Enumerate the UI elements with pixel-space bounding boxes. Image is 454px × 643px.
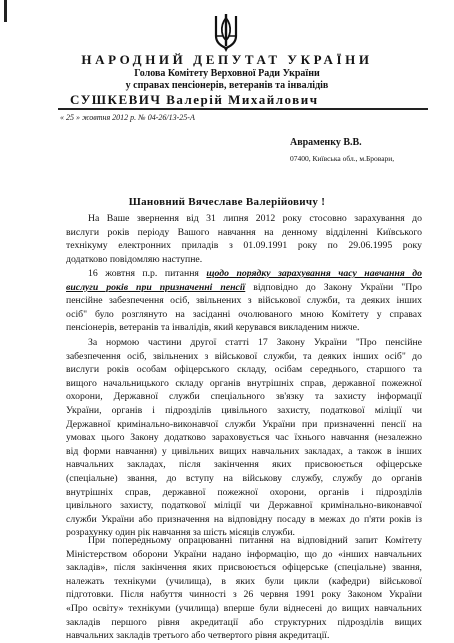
trident-emblem-icon xyxy=(213,12,239,52)
text-line: Міністерством оборони України надано інформацію, що до «інших навчальних xyxy=(66,548,422,560)
text-line: Державної кримінально-виконавчої служби України при призначенні пенсії на xyxy=(66,418,422,430)
text-line xyxy=(66,281,422,295)
margin-mark xyxy=(4,0,7,22)
text-line: навчальних закладів третього або четвертого рівня акредитації. xyxy=(66,630,330,642)
text-line: За нормою частини другої статті 17 Закону України "Про пенсійне xyxy=(88,337,422,348)
text-line: додатково повідомляю наступне. xyxy=(66,253,203,265)
letterhead-name: СУШКЕВИЧ Валерій Михайлович xyxy=(70,92,319,107)
paragraph-1 xyxy=(66,212,422,266)
text-line: України, органів і підрозділів цивільного захисту, податкової міліції чи xyxy=(66,404,422,416)
text-line: внутрішніх справ, державної пожежної охорони, органів і підрозділів xyxy=(66,486,422,498)
text-line: пенсійне забезпечення осіб, звільнених з військової служби, та деяких інших xyxy=(66,295,422,307)
text-line: вищого начальницького складу органів внутрішніх справ, державної пожежної xyxy=(66,377,422,389)
reference-number: « 25 » жовтня 2012 р. № 04-26/13-25-А xyxy=(60,113,195,122)
text-line: навчальних закладах, після закінчення яких присвоюється офіцерське xyxy=(66,459,422,471)
text-line: При попередньому опрацюванні питання на відповідний запит Комітету xyxy=(88,535,422,546)
text-line: підготовки. Після набуття чинності з 26 червня 1991 року Законом України xyxy=(66,589,422,601)
letterhead-position-line1: Голова Комітету Верховної Ради України xyxy=(134,68,320,79)
text-line: від форми навчання) у цивільних вищих навчальних закладах, а також в інших xyxy=(66,445,422,457)
highlighted-phrase: вислуги років при призначенні пенсії xyxy=(66,281,246,293)
recipient-name: Авраменку В.В. xyxy=(290,137,362,148)
highlighted-phrase: щодо порядку зарахування часу навчання до xyxy=(206,268,422,279)
text-line: технікуму електронних приладів з 01.09.1991 року по 29.06.1995 року xyxy=(66,240,422,252)
recipient-address: 07400, Київська обл., м.Бровари, xyxy=(290,154,395,163)
text-line: осіб" було розглянуто на засіданні очолюваного мною Комітету у справах xyxy=(66,308,422,320)
paragraph-2 xyxy=(66,267,422,335)
text-line xyxy=(66,267,422,281)
paragraph-3 xyxy=(66,336,422,540)
text-line: умовах цього Закону додатково зараховується час їхнього навчання (незалежно xyxy=(66,432,422,444)
letterhead-position-line2: у справах пенсіонерів, ветеранів та інвалідів xyxy=(125,80,329,91)
text-line: На Ваше звернення від 31 липня 2012 року стосовно зарахування до xyxy=(88,213,422,224)
text-segment: 16 жовтня п.р. питання xyxy=(88,268,207,279)
text-line: забезпечення осіб, звільнених з військової служби, та деяких інших осіб" до xyxy=(66,350,422,362)
header-rule xyxy=(58,108,428,110)
text-line: розрахунку один рік навчання за шість місяців служби. xyxy=(66,527,295,539)
text-line: «Про освіту» технікуми (училища) вперше були віднесені до вищих навчальних xyxy=(66,602,422,614)
text-line: вислуги років періоду Вашого навчання на денному відділенні Київського xyxy=(66,226,422,238)
text-line: служби України або призначення на відповідну посаду в межах до п'яти років із xyxy=(66,513,422,525)
text-line: закладів першого рівня акредитації або структурних підрозділів вищих xyxy=(66,616,422,628)
salutation: Шановний Вячеславе Валерійовичу ! xyxy=(128,196,326,208)
text-line: вислуги років особам офіцерського складу, осібам середнього, старшого та xyxy=(66,364,422,376)
paragraph-4 xyxy=(66,534,422,643)
letterhead-title: НАРОДНИЙ ДЕПУТАТ УКРАЇНИ xyxy=(81,52,373,67)
text-line: належать технікуми (училища), в яких були цикли (кафедри) військової xyxy=(66,575,422,587)
text-line: цивільного захисту, податкової міліції чи Державної кримінально-виконавчої xyxy=(66,500,422,512)
text-line: закладів», після закінчення яких присвоюється офіцерське (спеціальне) звання, xyxy=(66,562,422,574)
text-segment: відповідно до Закону України "Про xyxy=(245,281,422,293)
text-line: (спеціальне) звання, до вступу на військову службу, службу до органів xyxy=(66,472,422,484)
text-line: охорони, Державної служби спеціального зв'язку та захисту інформації xyxy=(66,391,422,403)
text-line: пенсіонерів, ветеранів та інвалідів, який керувався викладеним нижче. xyxy=(66,322,360,334)
